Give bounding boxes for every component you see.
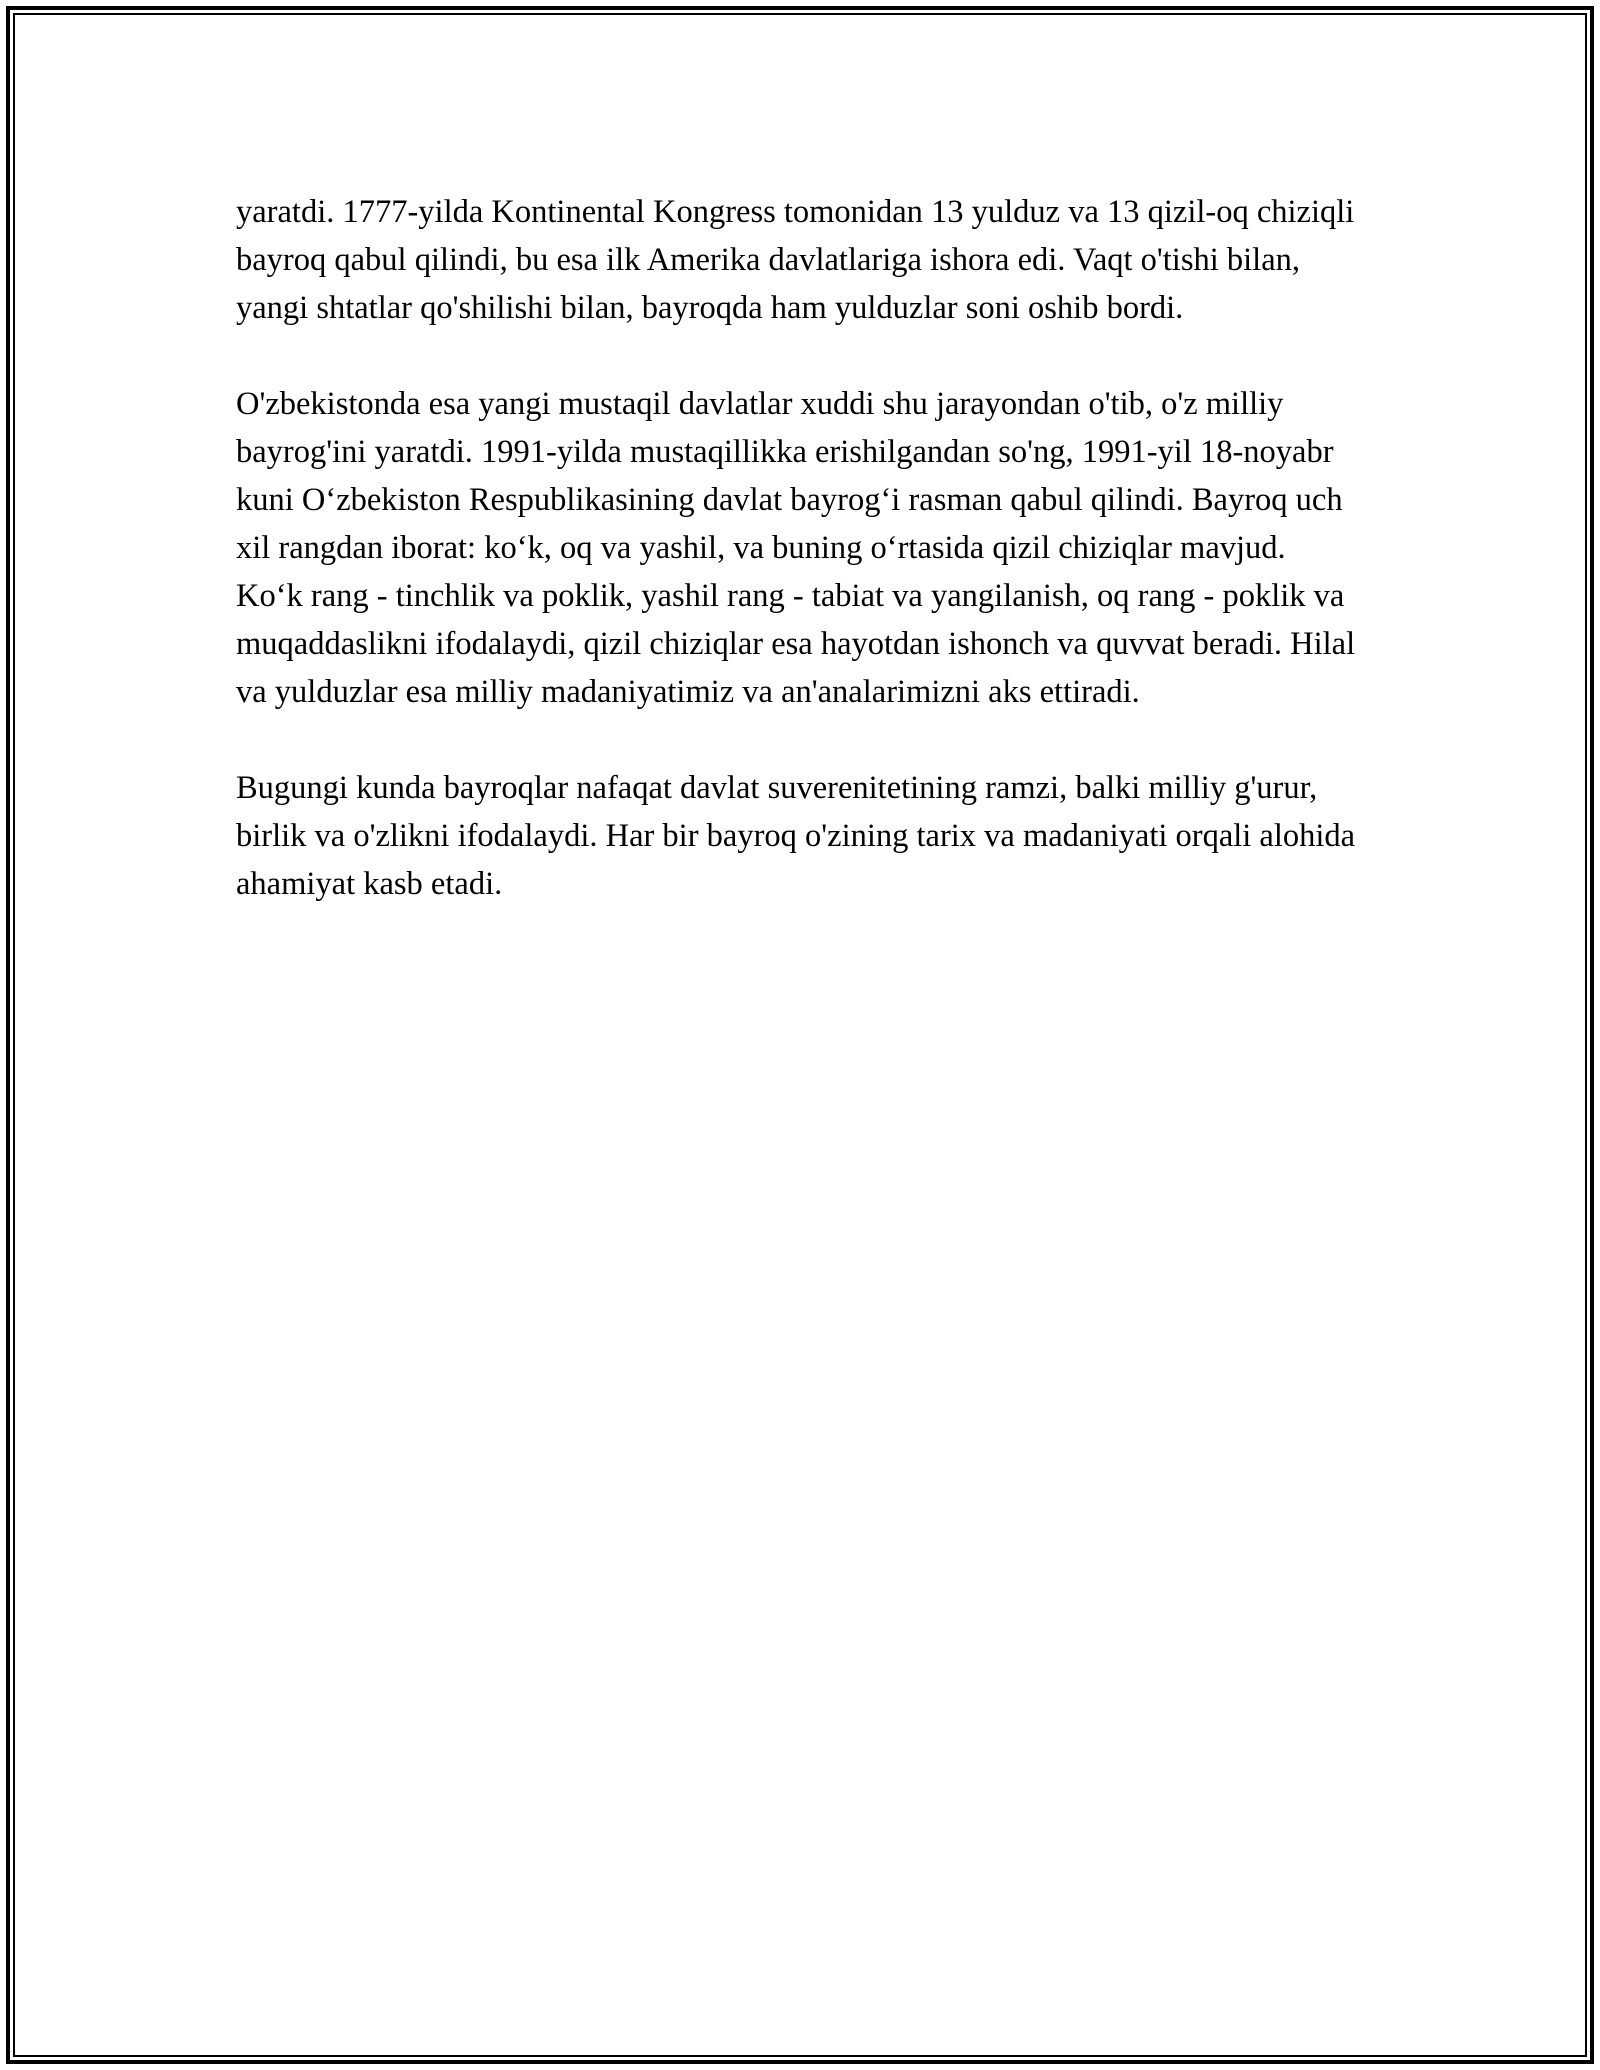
paragraph-uzbekistan-flag: O'zbekistonda esa yangi mustaqil davlatlar xuddi shu jarayondan o'tib, o'z milliy bayrog'ini yaratdi. 1991-yilda mustaqillikka erishilgandan so'ng, 1991-yil 18-noyabr kuni O‘zbekiston Respublikasining davlat bayrog‘i rasman qabul qilindi. Bayroq uch xil rangdan iborat: ko‘k, oq va yashil, va buning o‘rtasida qizil chiziqlar mavjud. Ko‘k rang - tinchlik va poklik, yashil rang - tabiat va yangilanish, oq rang - poklik va muqaddaslikni ifodalaydi, qizil chiziqlar esa hayotdan ishonch va quvvat beradi. Hilal va yulduzlar esa milliy madaniyatimiz va an'analarimizni aks ettiradi.: [236, 386, 1356, 710]
paragraph-flag-history-america: yaratdi. 1777-yilda Kontinental Kongress tomonidan 13 yulduz va 13 qizil-oq chiziqli bayroq qabul qilindi, bu esa ilk Amerika davlatlariga ishora edi. Vaqt o'tishi bilan, yangi shtatlar qo'shilishi bilan, bayroqda ham yulduzlar soni oshib bordi.: [236, 194, 1355, 326]
paragraph-flags-today: Bugungi kunda bayroqlar nafaqat davlat suverenitetining ramzi, balki milliy g'urur, birlik va o'zlikni ifodalaydi. Har bir bayroq o'zining tarix va madaniyati orqali alohida ahamiyat kasb etadi.: [236, 770, 1356, 902]
document-body: [236, 188, 1356, 908]
